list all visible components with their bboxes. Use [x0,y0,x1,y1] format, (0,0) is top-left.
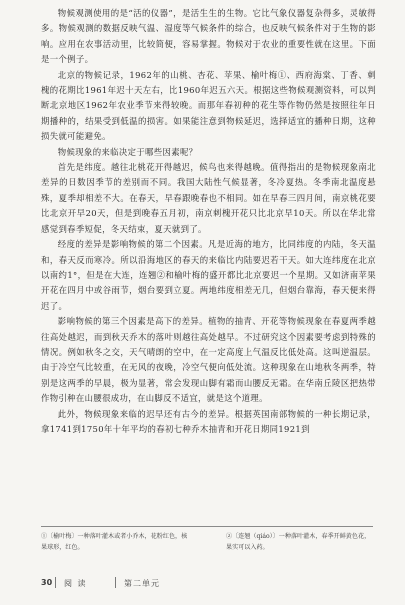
footer-divider [115,577,116,588]
unit-label: 第二单元 [124,579,160,588]
footnote-1: ①〔榆叶梅〕一种落叶灌木或者小乔木，花粉红色，核果球形，红色。 [41,533,188,551]
page-footer [41,578,373,592]
footer-divider [55,577,56,588]
paragraph: 北京的物候记录，1962年的山桃、杏花、苹果、榆叶梅①、西府海棠、丁香、刺槐的花期比1961年迟十天左右，比1960年迟五六天。根据这些物候观测资料，可以判断北京地区1962年农业季节来得较晚。而那年春初种的花生等作物仍然是按照往年日期播种的，结果受到低温的损害。如果能注意到物候延迟，选择适宜的播种日期，这种损失就可能避免。 [41,69,376,142]
paragraph: 此外，物候现象来临的迟早还有古今的差异。根据英国南部物候的一种长期记录，拿1741到1750年十年平均的春初七种乔木抽青和开花日期同1921到 [41,408,376,434]
paragraph: 影响物候的第三个因素是高下的差异。植物的抽青、开花等物候现象在春夏两季越往高处越迟，而到秋天乔木的落叶则越往高处越早。不过研究这个因素要考虑到特殊的情况。例如秋冬之交，天气晴朗的空中，在一定高度上气温反比低处高。这叫逆温层。由于冷空气比较重，在无风的夜晚，冷空气便向低处流。这种现象在山地秋冬两季，特别是这两季的早晨，极为显著，常会发现山脚有霜而山腰反无霜。在华南丘陵区把热带作物引种在山腰很成功，在山脚反不适宜，就是这个道理。 [41,316,376,404]
footnote-2: ②〔连翘（qiáo）〕一种落叶灌木，春季开鲜黄色花，果实可以入药。 [226,533,371,551]
paragraph: 经度的差异是影响物候的第二个因素。凡是近海的地方，比同纬度的内陆，冬天温和，春天反而寒冷。所以沿海地区的春天的来临比内陆要迟若干天。如大连纬度在北京以南约1°，但是在大连，连翘②和榆叶梅的盛开都比北京要迟一个星期。又如济南苹果开花在四月中或谷雨节，烟台要到立夏。两地纬度相差无几，但烟台靠海，春天便来得迟了。 [41,239,376,311]
body-text [41,6,376,437]
footnote-divider [41,526,373,527]
book-title: 阅 读 [64,579,88,588]
paragraph: 首先是纬度。越往北桃花开得越迟，候鸟也来得越晚。值得指出的是物候现象南北差异的日数因季节的差别而不同。我国大陆性气候显著，冬冷夏热。冬季南北温度悬殊，夏季却相差不大。在春天，早春跟晚春也不相同。如在早春三四月间，南京桃花要比北京开早20天，但是到晚春五月初，南京刺槐开花只比北京早10天。所以在华北常感觉到春季短促，冬天结束，夏天就到了。 [41,162,376,234]
section-question: 物候现象的来临决定于哪些因素呢？ [57,146,198,157]
page-number: 30 [41,578,53,587]
paragraph: 物候观测使用的是“活的仪器”，是活生生的生物。它比气象仪器复杂得多，灵敏得多。物候观测的数据反映气温、湿度等气候条件的综合，也反映气候条件对于生物的影响。应用在农事活动里，比较简便，容易掌握。物候对于农业的重要性就在这里。下面是一个例子。 [41,8,376,65]
